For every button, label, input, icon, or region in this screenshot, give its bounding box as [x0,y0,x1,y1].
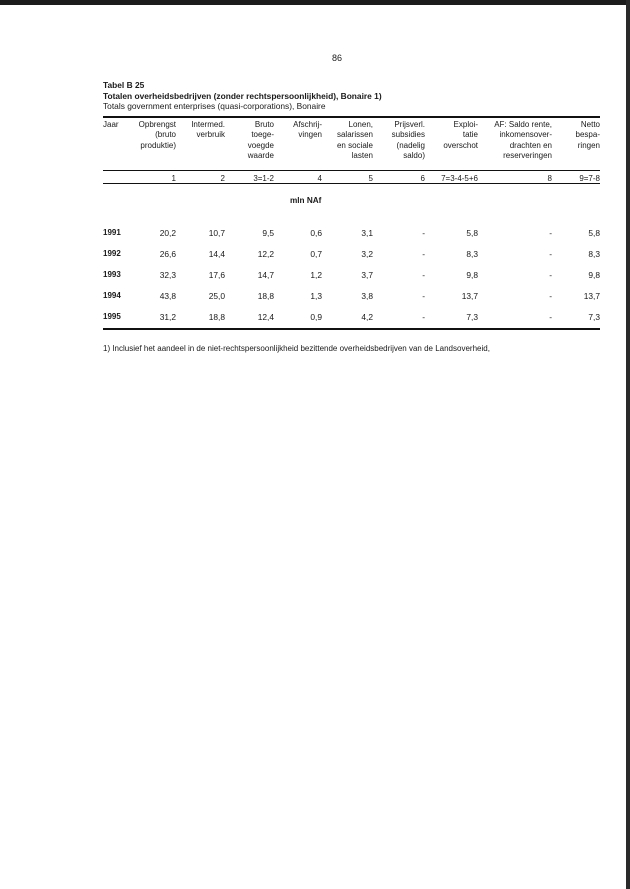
cell-opbrengst: 31,2 [159,312,176,322]
cell-saldo-rente: - [549,291,552,301]
cell-intermed: 14,4 [208,249,225,259]
cell-bruto: 18,8 [257,291,274,301]
cell-afschrijvingen: 0,7 [310,249,322,259]
header-rule [103,170,600,171]
col-header-netto: Netto bespa- ringen [575,120,600,150]
cell-bruto: 12,4 [257,312,274,322]
cell-exploitatie: 7,3 [466,312,478,322]
col-header-lonen: Lonen, salarissen en sociale lasten [336,120,373,160]
cell-afschrijvingen: 1,2 [310,270,322,280]
cell-opbrengst: 20,2 [159,228,176,238]
cell-exploitatie: 5,8 [466,228,478,238]
cell-exploitatie: 8,3 [466,249,478,259]
cell-prijsverl: - [422,228,425,238]
cell-lonen: 3,8 [361,291,373,301]
table-top-rule [103,116,600,118]
cell-opbrengst: 26,6 [159,249,176,259]
table-row [0,270,630,282]
cell-netto: 13,7 [583,291,600,301]
page-number: 86 [331,53,342,63]
cell-lonen: 3,7 [361,270,373,280]
cell-bruto: 12,2 [257,249,274,259]
table-id: Tabel B 25 [103,80,145,90]
row-year: 1995 [103,312,121,321]
cell-intermed: 18,8 [208,312,225,322]
col-header-exploitatie: Exploi- tatie overschot [443,120,478,150]
col-header-prijsverl: Prijsverl. subsidies (nadelig saldo) [391,120,425,160]
scan-edge-top [0,0,630,5]
table-row [0,249,630,261]
table-row [0,228,630,240]
cell-prijsverl: - [422,270,425,280]
cell-opbrengst: 32,3 [159,270,176,280]
table-title-nl: Totalen overheidsbedrijven (zonder rechtspersoonlijkheid), Bonaire 1) [103,90,382,101]
col-index-3: 3=1-2 [253,174,274,183]
cell-intermed: 17,6 [208,270,225,280]
col-index-1: 1 [171,174,176,183]
col-index-2: 2 [220,174,225,183]
row-year: 1993 [103,270,121,279]
cell-lonen: 3,2 [361,249,373,259]
scan-edge-right [626,0,630,889]
row-year: 1992 [103,249,121,258]
col-header-afschrijvingen: Afschrij- vingen [293,120,322,140]
row-year: 1994 [103,291,121,300]
table-row [0,312,630,324]
col-header-intermed: Intermed. verbruik [191,120,225,140]
col-header-opbrengst: Opbrengst (bruto produktie) [138,120,176,150]
col-index-4: 4 [317,174,322,183]
table-title-en: Totals government enterprises (quasi-corporations), Bonaire [103,101,326,111]
col-header-jaar: Jaar [103,120,119,129]
table-bottom-rule [103,328,600,330]
cell-netto: 9,8 [588,270,600,280]
cell-netto: 7,3 [588,312,600,322]
cell-bruto: 9,5 [262,228,274,238]
cell-saldo-rente: - [549,270,552,280]
cell-opbrengst: 43,8 [159,291,176,301]
index-rule [103,183,600,184]
cell-netto: 5,8 [588,228,600,238]
cell-saldo-rente: - [549,228,552,238]
col-index-7: 7=3-4-5+6 [441,174,478,183]
table-row [0,291,630,303]
cell-saldo-rente: - [549,312,552,322]
cell-netto: 8,3 [588,249,600,259]
row-year: 1991 [103,228,121,237]
cell-lonen: 4,2 [361,312,373,322]
table-title-block [103,80,382,112]
col-header-saldo-rente: AF: Saldo rente, inkomensover- drachten en reserveringen [494,120,552,160]
cell-saldo-rente: - [549,249,552,259]
cell-intermed: 10,7 [208,228,225,238]
cell-prijsverl: - [422,291,425,301]
table-footnote: 1) Inclusief het aandeel in de niet-rechtspersoonlijkheid bezittende overheidsbedrijven van de Landsoverheid, [103,344,490,353]
cell-exploitatie: 9,8 [466,270,478,280]
cell-afschrijvingen: 0,9 [310,312,322,322]
cell-intermed: 25,0 [208,291,225,301]
cell-afschrijvingen: 1,3 [310,291,322,301]
col-header-bruto: Bruto toege- voegde waarde [247,120,274,160]
col-index-9: 9=7-8 [579,174,600,183]
col-index-6: 6 [420,174,425,183]
cell-exploitatie: 13,7 [461,291,478,301]
unit-label: mln NAf [290,196,322,205]
cell-prijsverl: - [422,312,425,322]
col-index-5: 5 [368,174,373,183]
col-index-8: 8 [547,174,552,183]
cell-lonen: 3,1 [361,228,373,238]
cell-afschrijvingen: 0,6 [310,228,322,238]
cell-bruto: 14,7 [257,270,274,280]
cell-prijsverl: - [422,249,425,259]
